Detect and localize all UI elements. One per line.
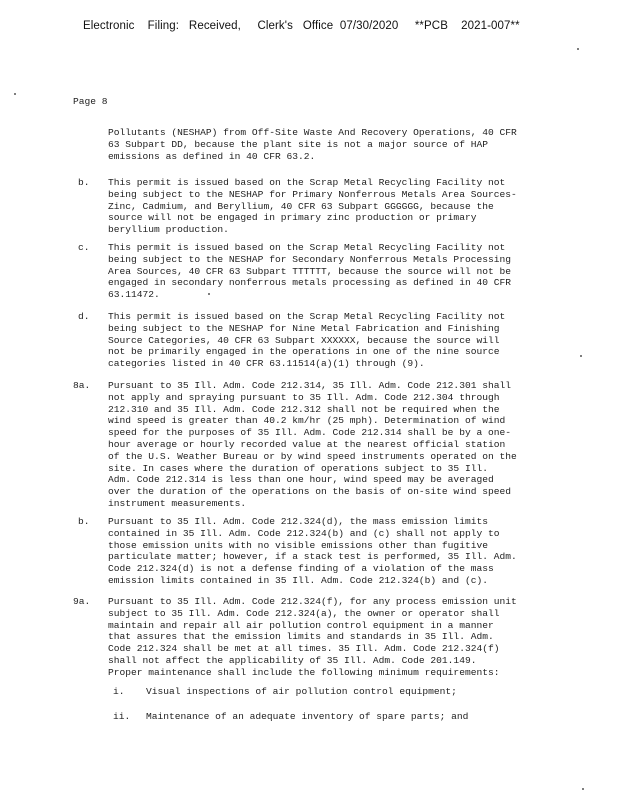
- paragraph-line: This permit is issued based on the Scrap Metal Recycling Facility not: [108, 242, 506, 253]
- scan-speck: [577, 48, 579, 50]
- paragraph-line: being subject to the NESHAP for Primary Nonferrous Metals Area Sources-: [108, 188, 517, 200]
- requirement-text: Visual inspections of air pollution control equipment;: [146, 686, 457, 697]
- condition-paragraph: [108, 380, 517, 510]
- paragraph-line: Pursuant to 35 Ill. Adm. Code 212.324(d), the mass emission limits: [108, 516, 488, 527]
- paragraph-line: Proper maintenance shall include the following minimum requirements:: [108, 666, 500, 678]
- paragraph-line: not be primarily engaged in the operations in one of the nine source: [108, 346, 500, 358]
- filing-header: Electronic Filing: Received, Clerk's Office 07/30/2020 **PCB 2021-007**: [83, 20, 520, 32]
- paragraph-line: Zinc, Cadmium, and Beryllium, 40 CFR 63 Subpart GGGGGG, because the: [108, 200, 494, 212]
- paragraph-line: over the duration of the operations on the basis of on-site wind speed: [108, 486, 512, 498]
- paragraph-line: speed for the purposes of 35 Ill. Adm. Code 212.314 shall be by a one-: [108, 427, 512, 439]
- paragraph-line: Pollutants (NESHAP) from Off-Site Waste And Recovery Operations, 40 CFR: [108, 127, 517, 138]
- paragraph-line: Adm. Code 212.314 is less than one hour, wind speed may be averaged: [108, 474, 494, 486]
- condition-label: c.: [78, 242, 90, 253]
- paragraph-line: instrument measurements.: [108, 497, 247, 509]
- paragraph-line: shall not affect the applicability of 35 Ill. Adm. Code 201.149.: [108, 654, 477, 666]
- condition-paragraph: [108, 596, 517, 679]
- paragraph-line: Source Categories, 40 CFR 63 Subpart XXXXXX, because the source will: [108, 334, 500, 346]
- paragraph-line: contained in 35 Ill. Adm. Code 212.324(b) and (c) shall not apply to: [108, 527, 500, 539]
- paragraph-line: that assures that the emission limits and standards in 35 Ill. Adm.: [108, 631, 494, 643]
- paragraph-line: 212.310 and 35 Ill. Adm. Code 212.312 shall not be required when the: [108, 403, 500, 415]
- paragraph-line: 63 Subpart DD, because the plant site is not a major source of HAP: [108, 138, 488, 150]
- paragraph-line: source will not be engaged in primary zinc production or primary: [108, 212, 477, 224]
- paragraph-line: site. In cases where the duration of operations subject to 35 Ill.: [108, 462, 488, 474]
- paragraph-line: hour average or hourly recorded value at the nearest official station: [108, 438, 506, 450]
- condition-paragraph: [108, 177, 517, 236]
- paragraph-line: Pursuant to 35 Ill. Adm. Code 212.314, 35 Ill. Adm. Code 212.301 shall: [108, 380, 512, 391]
- condition-label: b.: [78, 177, 90, 188]
- paragraph-line: categories listed in 40 CFR 63.11514(a)(1) through (9).: [108, 358, 425, 370]
- condition-paragraph: [108, 516, 517, 587]
- condition-paragraph: [108, 127, 517, 162]
- requirement-label: i.: [113, 686, 125, 697]
- condition-paragraph: [108, 311, 505, 370]
- paragraph-line: Code 212.324 shall be met at all times. 35 Ill. Adm. Code 212.324(f): [108, 643, 500, 655]
- paragraph-line: emissions as defined in 40 CFR 63.2.: [108, 150, 316, 162]
- paragraph-line: This permit is issued based on the Scrap Metal Recycling Facility not: [108, 177, 506, 188]
- scan-speck: [582, 788, 584, 790]
- paragraph-line: Code 212.324(d) is not a defense finding of a violation of the mass: [108, 563, 494, 575]
- paragraph-line: This permit is issued based on the Scrap Metal Recycling Facility not: [108, 311, 506, 322]
- paragraph-line: particulate matter; however, if a stack test is performed, 35 Ill. Adm.: [108, 551, 517, 563]
- paragraph-line: wind speed is greater than 40.2 km/hr (25 mph). Determination of wind: [108, 415, 506, 427]
- condition-label: d.: [78, 311, 90, 322]
- paragraph-line: being subject to the NESHAP for Secondary Nonferrous Metals Processing: [108, 253, 512, 265]
- scan-speck: [208, 293, 210, 295]
- condition-label: b.: [78, 516, 90, 527]
- paragraph-line: engaged in secondary nonferrous metals processing as defined in 40 CFR: [108, 277, 512, 289]
- condition-label: 9a.: [73, 596, 91, 607]
- paragraph-line: beryllium production.: [108, 224, 229, 236]
- paragraph-line: Pursuant to 35 Ill. Adm. Code 212.324(f), for any process emission unit: [108, 596, 517, 607]
- paragraph-line: Area Sources, 40 CFR 63 Subpart TTTTTT, because the source will not be: [108, 265, 512, 277]
- condition-paragraph: [108, 242, 511, 301]
- paragraph-line: of the U.S. Weather Bureau or by wind speed instruments operated on the: [108, 450, 517, 462]
- requirement-text: Maintenance of an adequate inventory of spare parts; and: [146, 711, 469, 722]
- paragraph-line: not apply and spraying pursuant to 35 Ill. Adm. Code 212.304 through: [108, 391, 500, 403]
- paragraph-line: being subject to the NESHAP for Nine Metal Fabrication and Finishing: [108, 322, 500, 334]
- scan-speck: [14, 93, 16, 95]
- condition-label: 8a.: [73, 380, 91, 391]
- paragraph-line: emission limits contained in 35 Ill. Adm. Code 212.324(b) and (c).: [108, 574, 488, 586]
- paragraph-line: subject to 35 Ill. Adm. Code 212.324(a), the owner or operator shall: [108, 607, 500, 619]
- requirement-label: ii.: [113, 711, 131, 722]
- paragraph-line: those emission units with no visible emissions other than fugitive: [108, 539, 488, 551]
- paragraph-line: maintain and repair all air pollution control equipment in a manner: [108, 619, 494, 631]
- page-number: Page 8: [73, 96, 108, 107]
- scan-speck: [580, 355, 582, 357]
- paragraph-line: 63.11472.: [108, 289, 160, 301]
